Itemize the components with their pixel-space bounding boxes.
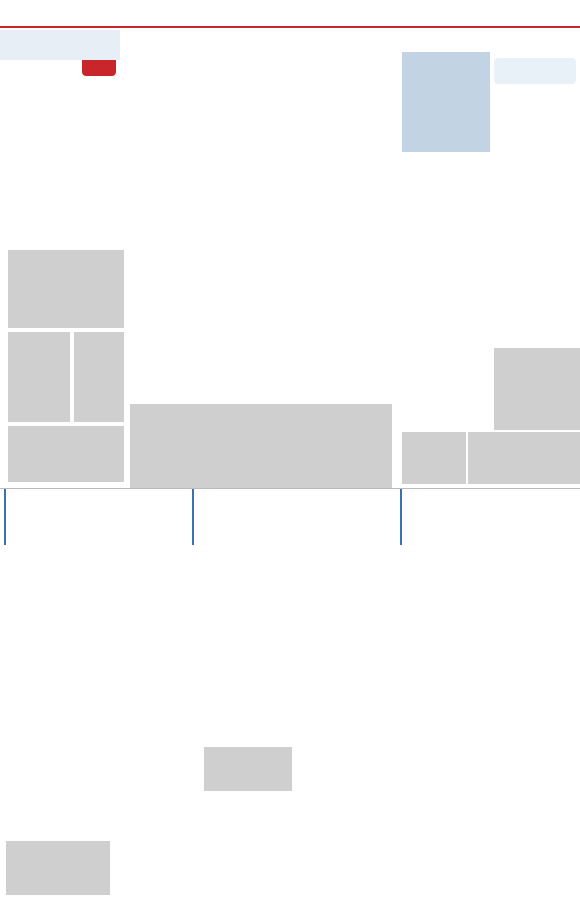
right-top-body-col2 <box>494 94 580 330</box>
feature-section <box>0 30 398 486</box>
right-top-byline <box>494 330 580 342</box>
col2-subhead1 <box>300 627 386 641</box>
feature-byline <box>300 390 392 398</box>
col2-body-right-lower <box>296 725 392 885</box>
feature-subheadline <box>150 100 386 124</box>
col2-accent-bar <box>192 489 194 545</box>
col3-byline <box>492 865 576 885</box>
masthead <box>0 0 580 28</box>
col1-tag <box>10 519 22 555</box>
col1-body <box>88 511 180 813</box>
col3-body <box>482 495 576 655</box>
col3-body-lower <box>404 669 488 889</box>
col3-headline <box>424 509 478 657</box>
paper-logo <box>6 4 114 22</box>
feature-photo-tent <box>130 404 392 488</box>
feature-photo-hero <box>0 30 120 60</box>
feature-headline <box>150 74 386 98</box>
right-top-headline <box>436 154 494 242</box>
right-photo-3 <box>494 348 580 430</box>
col3-body-right <box>492 669 576 859</box>
col1-byline <box>114 811 180 819</box>
right-photo-2 <box>468 432 580 484</box>
feature-body <box>130 140 392 400</box>
page-info <box>368 4 548 14</box>
right-photo-1 <box>402 432 466 484</box>
col3-tag <box>404 519 416 555</box>
masthead-slogan <box>184 5 344 23</box>
person-photo <box>402 52 490 152</box>
col2-headline <box>216 509 270 657</box>
page-number <box>550 1 578 25</box>
right-top-body-col1 <box>402 244 490 434</box>
col1-headline <box>28 509 82 657</box>
right-top-section <box>402 30 580 486</box>
feature-photo-2 <box>8 250 124 328</box>
column-badge-text <box>4 78 114 108</box>
col2-body-right <box>296 489 392 625</box>
feature-photo-5 <box>8 426 124 482</box>
col3-accent-bar <box>400 489 402 545</box>
col1-accent-bar <box>4 489 6 545</box>
section-badge <box>494 58 576 84</box>
section-badge-text <box>498 64 572 78</box>
feature-photo-4 <box>74 332 124 422</box>
column-badge <box>0 66 118 114</box>
col2-tag <box>196 519 208 555</box>
col1-photo <box>6 841 110 895</box>
feature-photo-3 <box>8 332 70 422</box>
col2-byline <box>300 877 390 891</box>
col2-photo <box>204 747 292 791</box>
bottom-section <box>0 488 580 897</box>
col1-body-lower <box>6 805 90 837</box>
col2-subhead2 <box>300 707 386 721</box>
person-name <box>420 164 432 214</box>
